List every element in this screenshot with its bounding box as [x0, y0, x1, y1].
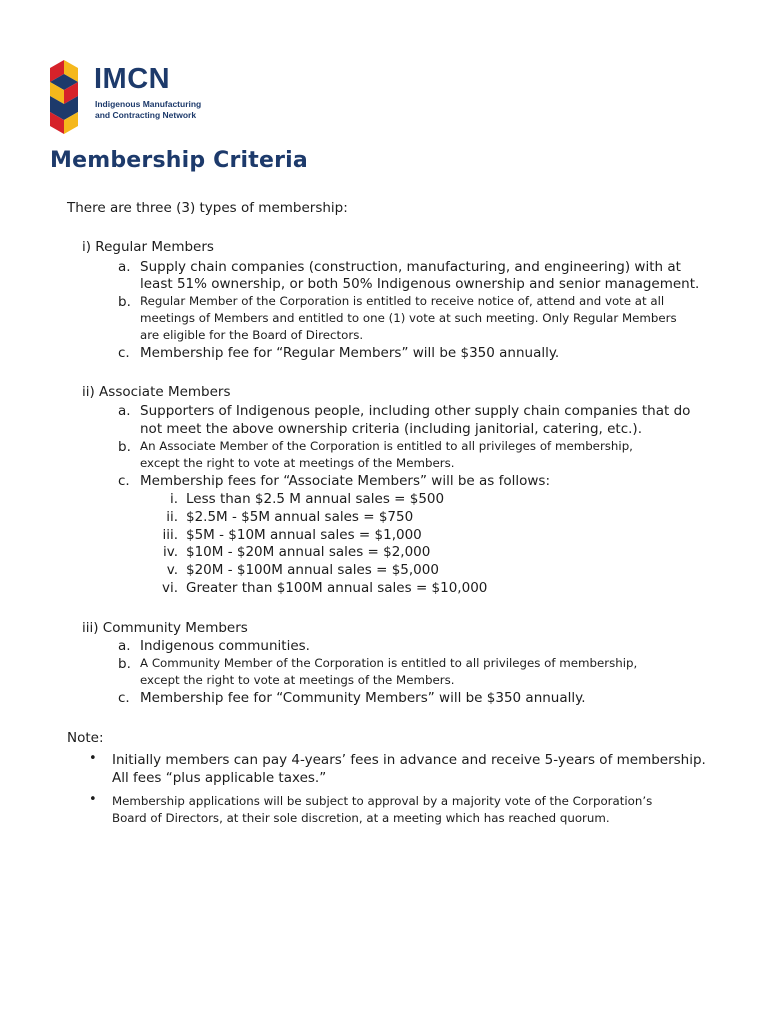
- community-c-line-1: Membership fee for “Community Members” will be $350 annually.: [140, 690, 586, 706]
- note-label: Note:: [67, 730, 104, 746]
- community-heading: iii) Community Members: [82, 620, 248, 636]
- associate-a-line-2: not meet the above ownership criteria (including janitorial, catering, etc.).: [140, 421, 642, 437]
- community-b-marker: b.: [118, 656, 131, 672]
- fee-marker-2: ii.: [166, 509, 178, 525]
- community-a-line-1: Indigenous communities.: [140, 638, 310, 654]
- regular-b-marker: b.: [118, 294, 131, 310]
- regular-c-marker: c.: [118, 345, 130, 361]
- associate-a-line-1: Supporters of Indigenous people, including other supply chain companies that do: [140, 403, 691, 419]
- note-bullet-2-line-1: Membership applications will be subject to approval by a majority vote of the Corporation’s: [112, 794, 653, 808]
- fee-marker-4: iv.: [163, 544, 178, 560]
- regular-c-line-1: Membership fee for “Regular Members” will be $350 annually.: [140, 345, 560, 361]
- fee-text-5: $20M - $100M annual sales = $5,000: [186, 562, 439, 578]
- fee-marker-3: iii.: [162, 527, 178, 543]
- note-bullet-1-line-1: Initially members can pay 4-years’ fees in advance and receive 5-years of membership.: [112, 752, 706, 768]
- regular-b-line-3: are eligible for the Board of Directors.: [140, 328, 364, 342]
- note-bullet-2-line-2: Board of Directors, at their sole discretion, at a meeting which has reached quorum.: [112, 811, 610, 825]
- associate-b-marker: b.: [118, 439, 131, 455]
- fee-text-6: Greater than $100M annual sales = $10,000: [186, 580, 488, 596]
- regular-a-marker: a.: [118, 259, 131, 275]
- regular-b-line-1: Regular Member of the Corporation is entitled to receive notice of, attend and vote at all: [140, 294, 665, 308]
- note-bullet-1-line-2: All fees “plus applicable taxes.”: [112, 770, 327, 786]
- associate-c-line-1: Membership fees for “Associate Members” will be as follows:: [140, 473, 551, 489]
- community-b-line-1: A Community Member of the Corporation is entitled to all privileges of membership,: [140, 656, 638, 670]
- associate-b-line-1: An Associate Member of the Corporation is entitled to all privileges of membership,: [140, 439, 633, 453]
- regular-b-line-2: meetings of Members and entitled to one (1) vote at such meeting. Only Regular Members: [140, 311, 677, 325]
- regular-heading: i) Regular Members: [82, 239, 214, 255]
- imcn-logo: [50, 60, 220, 140]
- fee-text-2: $2.5M - $5M annual sales = $750: [186, 509, 414, 525]
- regular-a-line-1: Supply chain companies (construction, manufacturing, and engineering) with at: [140, 259, 681, 275]
- bullet-dot-2: •: [89, 792, 97, 807]
- fee-text-4: $10M - $20M annual sales = $2,000: [186, 544, 431, 560]
- associate-heading: ii) Associate Members: [82, 384, 231, 400]
- intro-text: There are three (3) types of membership:: [67, 200, 348, 216]
- fee-text-3: $5M - $10M annual sales = $1,000: [186, 527, 422, 543]
- page-title: Membership Criteria: [50, 148, 308, 173]
- fee-text-1: Less than $2.5 M annual sales = $500: [186, 491, 445, 507]
- fee-marker-1: i.: [169, 491, 178, 507]
- imcn-logo-mark: [50, 60, 86, 140]
- logo-subtitle-line-2: and Contracting Network: [95, 110, 197, 120]
- associate-b-line-2: except the right to vote at meetings of the Members.: [140, 456, 455, 470]
- logo-wordmark: IMCN: [94, 63, 171, 95]
- community-a-marker: a.: [118, 638, 131, 654]
- fee-marker-5: v.: [166, 562, 178, 578]
- associate-a-marker: a.: [118, 403, 131, 419]
- logo-subtitle: [95, 99, 225, 121]
- fee-marker-6: vi.: [161, 580, 178, 596]
- community-c-marker: c.: [118, 690, 130, 706]
- regular-a-line-2: least 51% ownership, or both 50% Indigenous ownership and senior management.: [140, 276, 700, 292]
- associate-c-marker: c.: [118, 473, 130, 489]
- bullet-dot-1: •: [89, 751, 97, 766]
- community-b-line-2: except the right to vote at meetings of the Members.: [140, 673, 455, 687]
- logo-subtitle-line-1: Indigenous Manufacturing: [95, 99, 202, 109]
